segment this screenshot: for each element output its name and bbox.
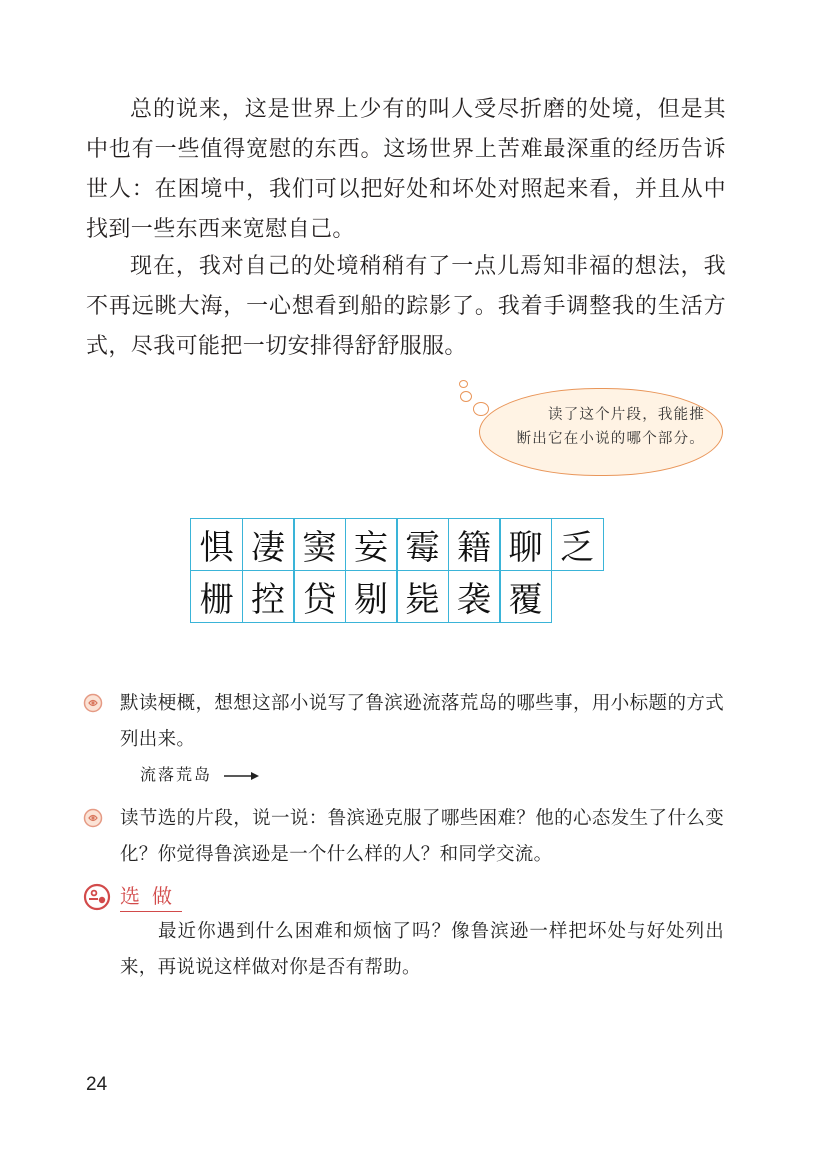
optional-task-text: 最近你遇到什么困难和烦恼了吗？像鲁滨逊一样把坏处与好处列出来，再说说这样做对你是否有帮助。 [120, 921, 724, 978]
optional-title-underline [120, 911, 182, 912]
character-cell: 剔 [345, 570, 398, 623]
character-cell: 妄 [345, 518, 398, 571]
character-row-2 [190, 571, 604, 624]
bubble-line-2: 断出它在小说的哪个部分。 [516, 431, 705, 447]
character-cell: 籍 [448, 518, 501, 571]
character-cell: 贷 [293, 570, 346, 623]
character-cell: 乏 [551, 518, 604, 571]
exercise-2-text: 读节选的片段，说一说：鲁滨逊克服了哪些困难？他的心态发生了什么变化？你觉得鲁滨逊是一个什么样的人？和同学交流。 [120, 808, 724, 865]
character-cell: 袭 [448, 570, 501, 623]
bubble-dot-small [459, 380, 468, 388]
bubble-text [500, 403, 705, 451]
exercise-bullet-icon [83, 808, 103, 828]
character-cell: 毙 [396, 570, 449, 623]
arrow-right-icon [224, 771, 260, 781]
body-paragraph-2: 现在，我对自己的处境稍稍有了一点儿焉知非福的想法，我不再远眺大海，一心想看到船的踪影了。我着手调整我的生活方式，尽我可能把一切安排得舒舒服服。 [86, 254, 726, 359]
exercise-bullet-icon [83, 693, 103, 713]
page-number: 24 [86, 1074, 108, 1095]
character-cell: 凄 [242, 518, 295, 571]
character-table [190, 518, 604, 624]
exercise-1-text: 默读梗概，想想这部小说写了鲁滨逊流落荒岛的哪些事，用小标题的方式列出来。 [120, 693, 724, 750]
character-cell: 窦 [293, 518, 346, 571]
bubble-line-1: 读了这个片段，我能推 [548, 407, 705, 423]
character-row-1 [190, 518, 604, 571]
body-paragraph-1: 总的说来，这是世界上少有的叫人受尽折磨的处境，但是其中也有一些值得宽慰的东西。这场世界上苦难最深重的经历告诉世人：在困境中，我们可以把好处和坏处对照起来看，并且从中找到一些东西来宽慰自己。 [86, 97, 726, 242]
bubble-dot-medium [460, 391, 472, 402]
optional-title: 选做 [120, 884, 184, 908]
character-cell: 霉 [396, 518, 449, 571]
bubble-dot-large [473, 402, 489, 416]
character-cell: 控 [242, 570, 295, 623]
character-cell: 惧 [190, 518, 243, 571]
character-cell: 栅 [190, 570, 243, 623]
character-cell: 聊 [499, 518, 552, 571]
character-cell: 覆 [499, 570, 552, 623]
example-subtitle: 流落荒岛 [140, 765, 213, 784]
optional-task-icon [83, 883, 111, 911]
